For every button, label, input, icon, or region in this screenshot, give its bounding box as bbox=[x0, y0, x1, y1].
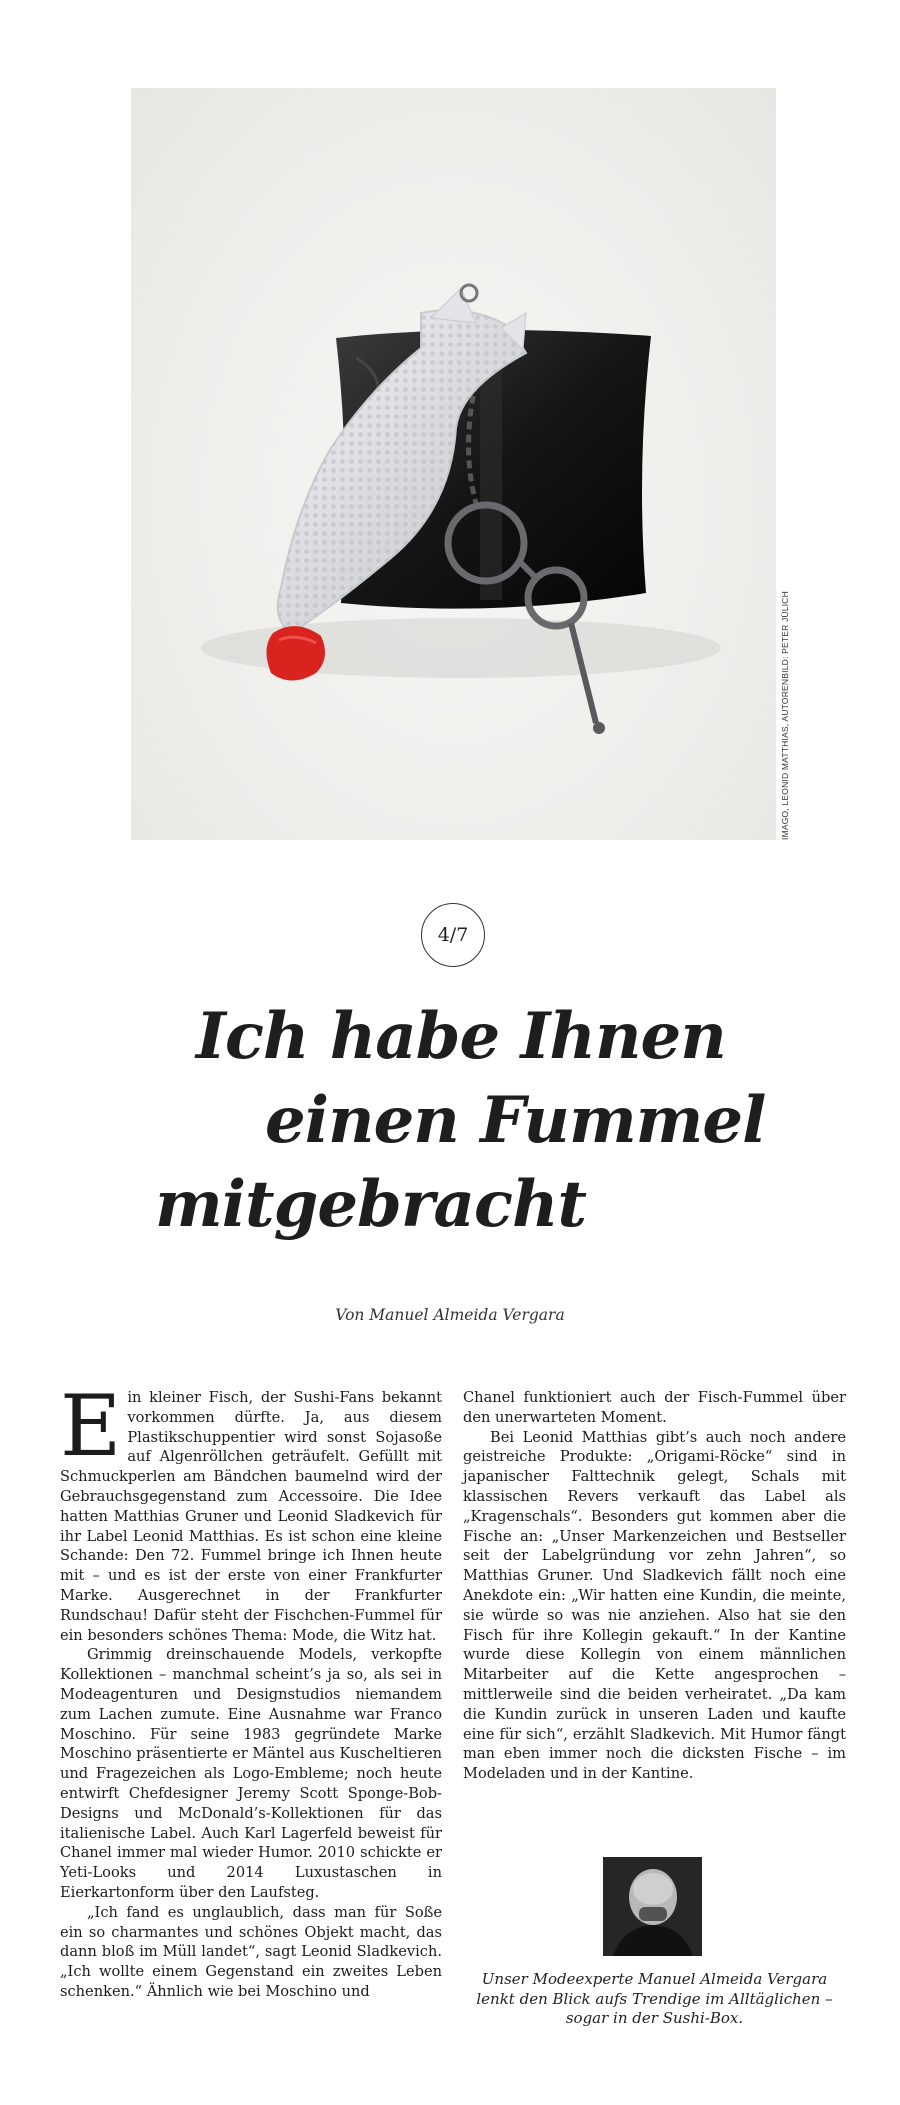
byline: Von Manuel Almeida Vergara bbox=[335, 1306, 565, 1324]
author-caption: Unser Modeexperte Manuel Almeida Vergara lenkt den Blick aufs Trendige im Alltäglichen – sogar in der Sushi-Box. bbox=[476, 1970, 833, 2027]
paragraph: Grimmig dreinschauende Models, verkopfte Kollektionen – manchmal scheint’s ja so, als sei in Modeagenturen und Designstudios niemandem zum Lachen zumute. Eine Ausnahme war Franco Moschino. Für seine 1983 gegründete Marke Moschino präsentierte er Mäntel aus Kuscheltieren und Fragezeichen als Logo-Embleme; noch heute entwirft Chefdesigner Jeremy Scott Sponge-Bob-Designs und McDonald’s-Kollektionen für das italienische Label. Auch Karl Lagerfeld beweist für Chanel immer mal wieder Humor. 2010 schickte er Yeti-Looks und 2014 Luxustaschen in Eierkartonform über den Laufsteg. bbox=[60, 1646, 442, 1901]
fish-keychain-illustration bbox=[131, 88, 776, 840]
author-portrait-illustration bbox=[603, 1857, 702, 1956]
headline bbox=[0, 995, 900, 1247]
article-column-right bbox=[463, 1388, 846, 1784]
paragraph-text: in kleiner Fisch, der Sushi-Fans bekannt vorkommen dürfte. Ja, aus diesem Plastikschuppentier wird sonst Sojasoße auf Algenröllchen geträufelt. Gefüllt mit Schmuckperlen am Bändchen baumelnd wird der Gebrauchsgegenstand zum Accessoire. Die Idee hatten Matthias Gruner und Leonid Sladkevich für ihr Label Leonid Matthias. Es ist schon eine kleine Schande: Den 72. Fummel bringe ich Ihnen heute mit – und es ist der erste von einer Frankfurter Marke. Ausgerechnet in der Frankfurter Rundschau! Dafür steht der Fischchen-Fummel für ein besonders schönes Thema: Mode, die Witz hat. bbox=[60, 1389, 442, 1644]
headline-line: Ich habe Ihnen bbox=[196, 999, 726, 1074]
photo-credit: IMAGO, LEONID MATTHIAS, AUTORENBILD: PETER JÜLICH bbox=[780, 591, 790, 840]
paragraph: Bei Leonid Matthias gibt’s auch noch andere geistreiche Produkte: „Origami-Röcke“ sind in japanischer Falttechnik gelegt, Schals mit klassischen Revers verkauft das Label als „Kragenschals“. Besonders gut kommen aber die Fische an: „Unser Markenzeichen und Bestseller seit der Labelgründung vor zehn Jahren“, so Matthias Gruner. Und Sladkevich fällt noch eine Anekdote ein: „Wir hatten eine Kundin, die meinte, sie würde so was nie anziehen. Also hat sie den Fisch für ihre Kollegin gekauft.“ In der Kantine wurde diese Kollegin von einem männlichen Mitarbeiter auf die Kette angesprochen – mittlerweile sind die beiden verheiratet. „Da kam die Kundin zurück in unseren Laden und kaufte eine für sich“, erzählt Sladkevich. Mit Humor fängt man eben immer noch die dicksten Fische – im Modeladen und in der Kantine. bbox=[463, 1428, 846, 1783]
headline-line: einen Fummel bbox=[265, 1083, 766, 1158]
paragraph: „Ich fand es unglaublich, dass man für Soße ein so charmantes und schönes Objekt macht, das dann bloß im Müll landet“, sagt Leonid Sladkevich. „Ich wollte einem Gegenstand ein zweites Leben schenken.“ Ähnlich wie bei Moschino und bbox=[60, 1903, 442, 2000]
series-badge: 4/7 bbox=[421, 903, 485, 967]
author-portrait bbox=[603, 1857, 702, 1956]
dropcap: E bbox=[60, 1377, 122, 1475]
headline-line: mitgebracht bbox=[155, 1167, 587, 1242]
paragraph: Chanel funktioniert auch der Fisch-Fummel über den unerwarteten Moment. bbox=[463, 1389, 846, 1426]
paragraph bbox=[60, 1377, 442, 1645]
article-column-left bbox=[60, 1377, 442, 2002]
product-photo bbox=[131, 88, 776, 840]
